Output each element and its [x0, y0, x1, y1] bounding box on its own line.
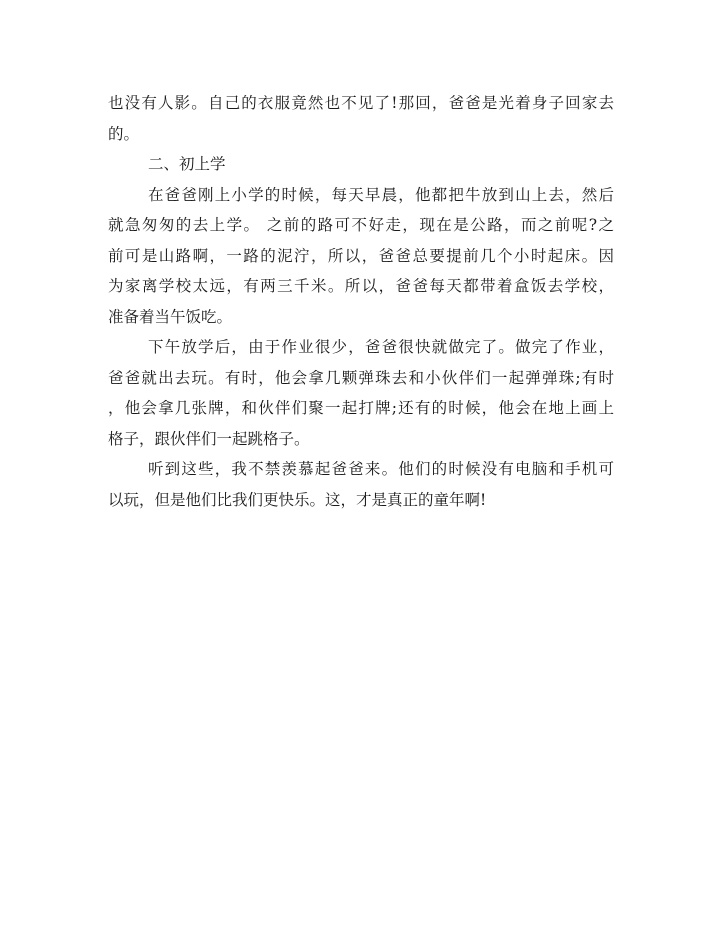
text-line: ，他会拿几张牌，和伙伴们聚一起打牌;还有的时候，他会在地上画上 — [108, 399, 614, 417]
text-line: 为家离学校太远，有两三千米。所以，爸爸每天都带着盒饭去学校， — [108, 277, 614, 295]
text-line: 以玩，但是他们比我们更快乐。这，才是真正的童年啊! — [108, 490, 487, 509]
text-line: 也没有人影。自己的衣服竟然也不见了!那回，爸爸是光着身子回家去 — [108, 94, 614, 112]
text-line: 的。 — [108, 124, 140, 143]
text-line: 前可是山路啊，一路的泥泞，所以，爸爸总要提前几个小时起床。因 — [108, 246, 614, 265]
paragraph-first-line: 在爸爸刚上小学的时候，每天早晨，他都把牛放到山上去，然后 — [148, 185, 614, 204]
section-heading: 二、初上学 — [148, 155, 226, 173]
paragraph-first-line: 听到这些，我不禁羡慕起爸爸来。他们的时候没有电脑和手机可 — [148, 460, 614, 478]
text-line: 准备着当午饭吃。 — [108, 307, 233, 326]
text-line: 格子，跟伙伴们一起跳格子。 — [108, 429, 310, 448]
document-body — [108, 88, 614, 515]
paragraph-first-line: 下午放学后，由于作业很少，爸爸很快就做完了。做完了作业， — [148, 338, 614, 356]
text-line: 就急匆匆的去上学。 之前的路可不好走，现在是公路，而之前呢?之 — [108, 216, 614, 234]
text-line: 爸爸就出去玩。有时，他会拿几颗弹珠去和小伙伴们一起弹弹珠;有时 — [108, 368, 614, 387]
